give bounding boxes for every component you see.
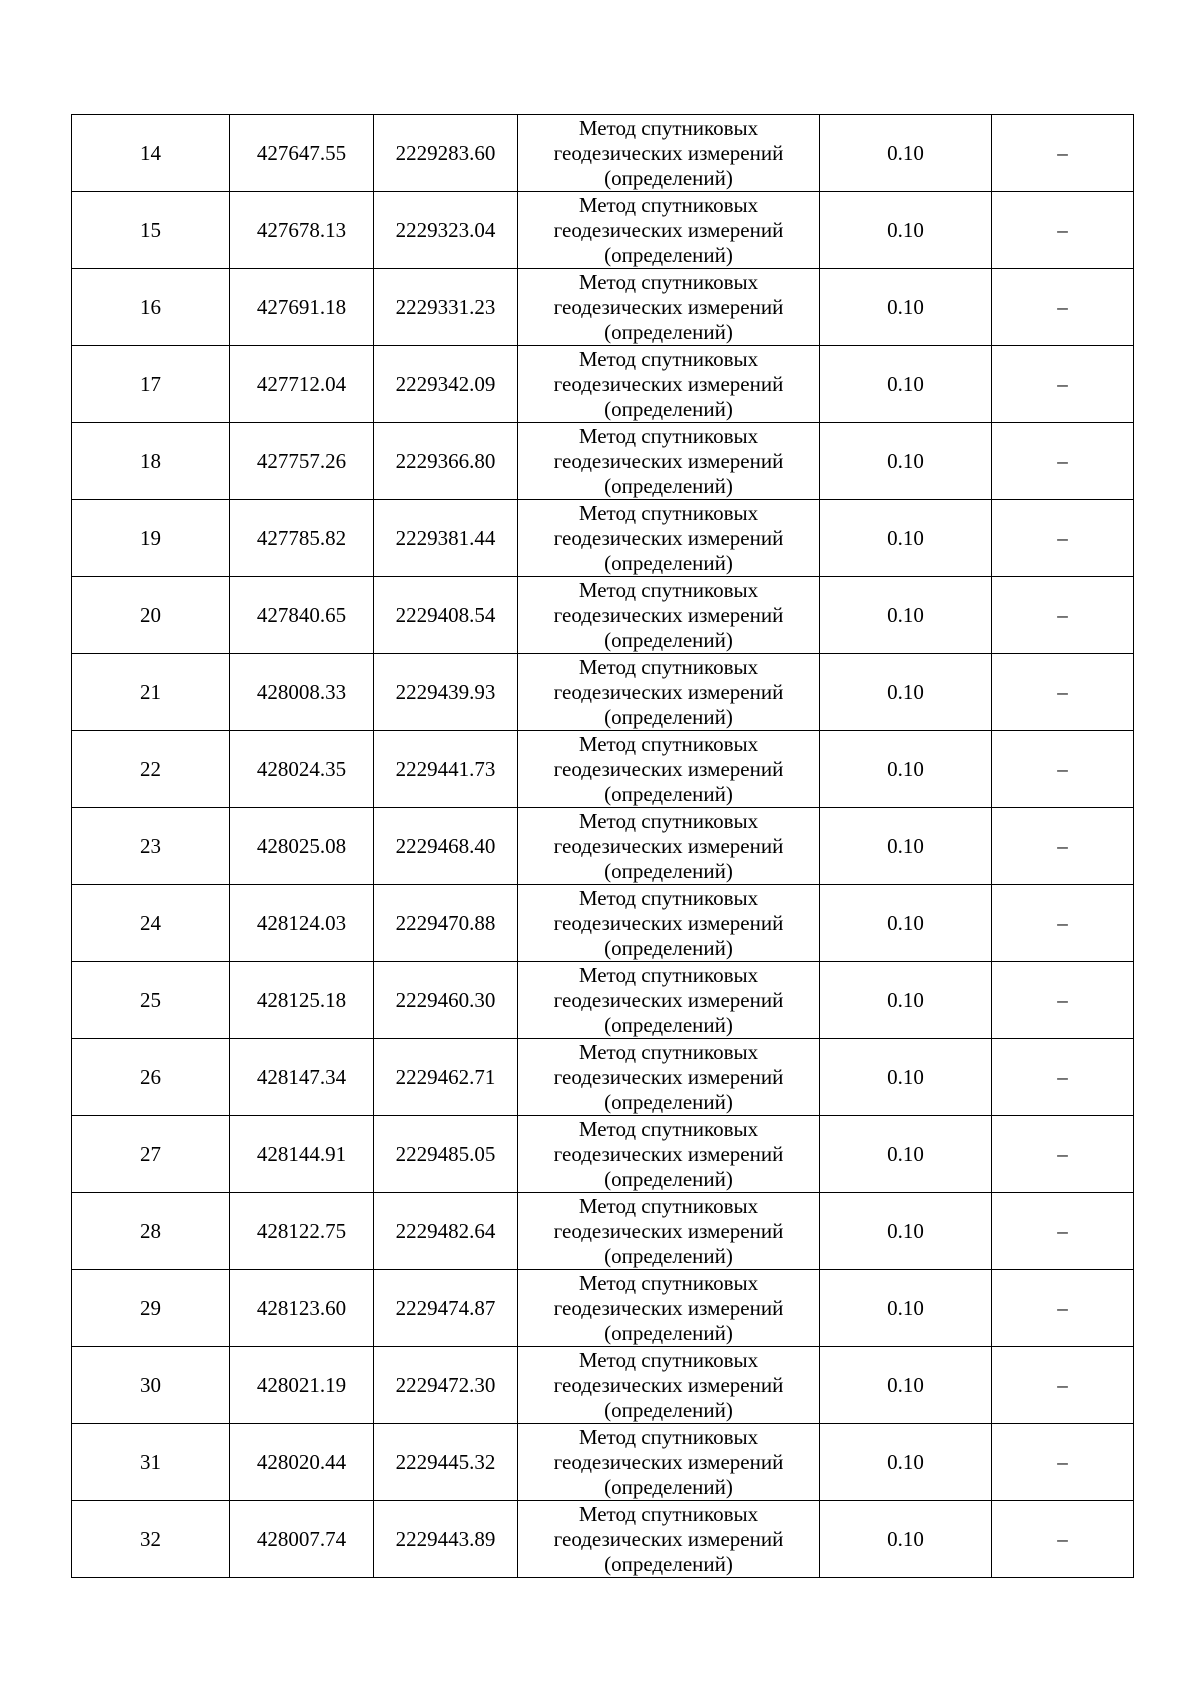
point-number-cell: 25 (72, 962, 230, 1039)
table-row (72, 808, 1134, 885)
table-row (72, 500, 1134, 577)
point-number-cell: 30 (72, 1347, 230, 1424)
x-coordinate-cell: 428007.74 (230, 1501, 374, 1578)
table-row (72, 192, 1134, 269)
point-number-cell: 16 (72, 269, 230, 346)
y-coordinate-cell: 2229474.87 (374, 1270, 518, 1347)
accuracy-cell: 0.10 (820, 577, 992, 654)
y-coordinate-cell: 2229482.64 (374, 1193, 518, 1270)
note-cell: – (992, 1039, 1134, 1116)
y-coordinate-cell: 2229485.05 (374, 1116, 518, 1193)
note-cell: – (992, 423, 1134, 500)
x-coordinate-cell: 427785.82 (230, 500, 374, 577)
method-cell: Метод спутниковых геодезических измерений (определений) (518, 1347, 820, 1424)
method-cell: Метод спутниковых геодезических измерений (определений) (518, 808, 820, 885)
note-cell: – (992, 1193, 1134, 1270)
accuracy-cell: 0.10 (820, 808, 992, 885)
y-coordinate-cell: 2229470.88 (374, 885, 518, 962)
point-number-cell: 31 (72, 1424, 230, 1501)
y-coordinate-cell: 2229441.73 (374, 731, 518, 808)
accuracy-cell: 0.10 (820, 1424, 992, 1501)
accuracy-cell: 0.10 (820, 962, 992, 1039)
table-row (72, 1270, 1134, 1347)
x-coordinate-cell: 428124.03 (230, 885, 374, 962)
table-row (72, 1501, 1134, 1578)
y-coordinate-cell: 2229381.44 (374, 500, 518, 577)
y-coordinate-cell: 2229439.93 (374, 654, 518, 731)
table-row (72, 115, 1134, 192)
note-cell: – (992, 577, 1134, 654)
method-cell: Метод спутниковых геодезических измерений (определений) (518, 1193, 820, 1270)
y-coordinate-cell: 2229331.23 (374, 269, 518, 346)
coordinates-table (71, 114, 1134, 1578)
point-number-cell: 22 (72, 731, 230, 808)
note-cell: – (992, 731, 1134, 808)
point-number-cell: 17 (72, 346, 230, 423)
accuracy-cell: 0.10 (820, 269, 992, 346)
x-coordinate-cell: 428144.91 (230, 1116, 374, 1193)
table-row (72, 269, 1134, 346)
point-number-cell: 32 (72, 1501, 230, 1578)
table-row (72, 1193, 1134, 1270)
y-coordinate-cell: 2229366.80 (374, 423, 518, 500)
note-cell: – (992, 654, 1134, 731)
note-cell: – (992, 1116, 1134, 1193)
accuracy-cell: 0.10 (820, 1270, 992, 1347)
note-cell: – (992, 192, 1134, 269)
y-coordinate-cell: 2229472.30 (374, 1347, 518, 1424)
x-coordinate-cell: 428123.60 (230, 1270, 374, 1347)
y-coordinate-cell: 2229468.40 (374, 808, 518, 885)
accuracy-cell: 0.10 (820, 1501, 992, 1578)
note-cell: – (992, 269, 1134, 346)
method-cell: Метод спутниковых геодезических измерений (определений) (518, 1501, 820, 1578)
note-cell: – (992, 115, 1134, 192)
table-row (72, 423, 1134, 500)
method-cell: Метод спутниковых геодезических измерений (определений) (518, 1270, 820, 1347)
accuracy-cell: 0.10 (820, 500, 992, 577)
accuracy-cell: 0.10 (820, 1039, 992, 1116)
table-body (72, 115, 1134, 1578)
table-row (72, 1116, 1134, 1193)
y-coordinate-cell: 2229283.60 (374, 115, 518, 192)
point-number-cell: 15 (72, 192, 230, 269)
note-cell: – (992, 500, 1134, 577)
y-coordinate-cell: 2229445.32 (374, 1424, 518, 1501)
x-coordinate-cell: 428020.44 (230, 1424, 374, 1501)
point-number-cell: 19 (72, 500, 230, 577)
y-coordinate-cell: 2229408.54 (374, 577, 518, 654)
table-row (72, 654, 1134, 731)
y-coordinate-cell: 2229460.30 (374, 962, 518, 1039)
x-coordinate-cell: 428122.75 (230, 1193, 374, 1270)
point-number-cell: 14 (72, 115, 230, 192)
accuracy-cell: 0.10 (820, 654, 992, 731)
accuracy-cell: 0.10 (820, 1116, 992, 1193)
x-coordinate-cell: 428021.19 (230, 1347, 374, 1424)
point-number-cell: 18 (72, 423, 230, 500)
y-coordinate-cell: 2229342.09 (374, 346, 518, 423)
point-number-cell: 20 (72, 577, 230, 654)
method-cell: Метод спутниковых геодезических измерений (определений) (518, 731, 820, 808)
point-number-cell: 27 (72, 1116, 230, 1193)
x-coordinate-cell: 427757.26 (230, 423, 374, 500)
y-coordinate-cell: 2229443.89 (374, 1501, 518, 1578)
x-coordinate-cell: 428125.18 (230, 962, 374, 1039)
note-cell: – (992, 1270, 1134, 1347)
y-coordinate-cell: 2229323.04 (374, 192, 518, 269)
method-cell: Метод спутниковых геодезических измерений (определений) (518, 962, 820, 1039)
point-number-cell: 24 (72, 885, 230, 962)
note-cell: – (992, 1347, 1134, 1424)
accuracy-cell: 0.10 (820, 192, 992, 269)
table-row (72, 1039, 1134, 1116)
x-coordinate-cell: 428025.08 (230, 808, 374, 885)
method-cell: Метод спутниковых геодезических измерений (определений) (518, 577, 820, 654)
note-cell: – (992, 346, 1134, 423)
accuracy-cell: 0.10 (820, 346, 992, 423)
table-row (72, 346, 1134, 423)
x-coordinate-cell: 427678.13 (230, 192, 374, 269)
point-number-cell: 26 (72, 1039, 230, 1116)
table-row (72, 1347, 1134, 1424)
method-cell: Метод спутниковых геодезических измерений (определений) (518, 1424, 820, 1501)
method-cell: Метод спутниковых геодезических измерений (определений) (518, 1116, 820, 1193)
note-cell: – (992, 962, 1134, 1039)
method-cell: Метод спутниковых геодезических измерений (определений) (518, 500, 820, 577)
table-row (72, 885, 1134, 962)
method-cell: Метод спутниковых геодезических измерений (определений) (518, 1039, 820, 1116)
accuracy-cell: 0.10 (820, 423, 992, 500)
method-cell: Метод спутниковых геодезических измерений (определений) (518, 269, 820, 346)
method-cell: Метод спутниковых геодезических измерений (определений) (518, 115, 820, 192)
table-row (72, 577, 1134, 654)
y-coordinate-cell: 2229462.71 (374, 1039, 518, 1116)
accuracy-cell: 0.10 (820, 1193, 992, 1270)
accuracy-cell: 0.10 (820, 115, 992, 192)
accuracy-cell: 0.10 (820, 731, 992, 808)
accuracy-cell: 0.10 (820, 1347, 992, 1424)
note-cell: – (992, 808, 1134, 885)
table-row (72, 731, 1134, 808)
method-cell: Метод спутниковых геодезических измерений (определений) (518, 192, 820, 269)
point-number-cell: 21 (72, 654, 230, 731)
point-number-cell: 23 (72, 808, 230, 885)
method-cell: Метод спутниковых геодезических измерений (определений) (518, 654, 820, 731)
x-coordinate-cell: 428008.33 (230, 654, 374, 731)
point-number-cell: 28 (72, 1193, 230, 1270)
x-coordinate-cell: 427647.55 (230, 115, 374, 192)
note-cell: – (992, 885, 1134, 962)
accuracy-cell: 0.10 (820, 885, 992, 962)
method-cell: Метод спутниковых геодезических измерений (определений) (518, 423, 820, 500)
x-coordinate-cell: 427840.65 (230, 577, 374, 654)
table-row (72, 962, 1134, 1039)
point-number-cell: 29 (72, 1270, 230, 1347)
x-coordinate-cell: 428147.34 (230, 1039, 374, 1116)
method-cell: Метод спутниковых геодезических измерений (определений) (518, 346, 820, 423)
method-cell: Метод спутниковых геодезических измерений (определений) (518, 885, 820, 962)
x-coordinate-cell: 428024.35 (230, 731, 374, 808)
note-cell: – (992, 1501, 1134, 1578)
x-coordinate-cell: 427691.18 (230, 269, 374, 346)
x-coordinate-cell: 427712.04 (230, 346, 374, 423)
table-row (72, 1424, 1134, 1501)
note-cell: – (992, 1424, 1134, 1501)
